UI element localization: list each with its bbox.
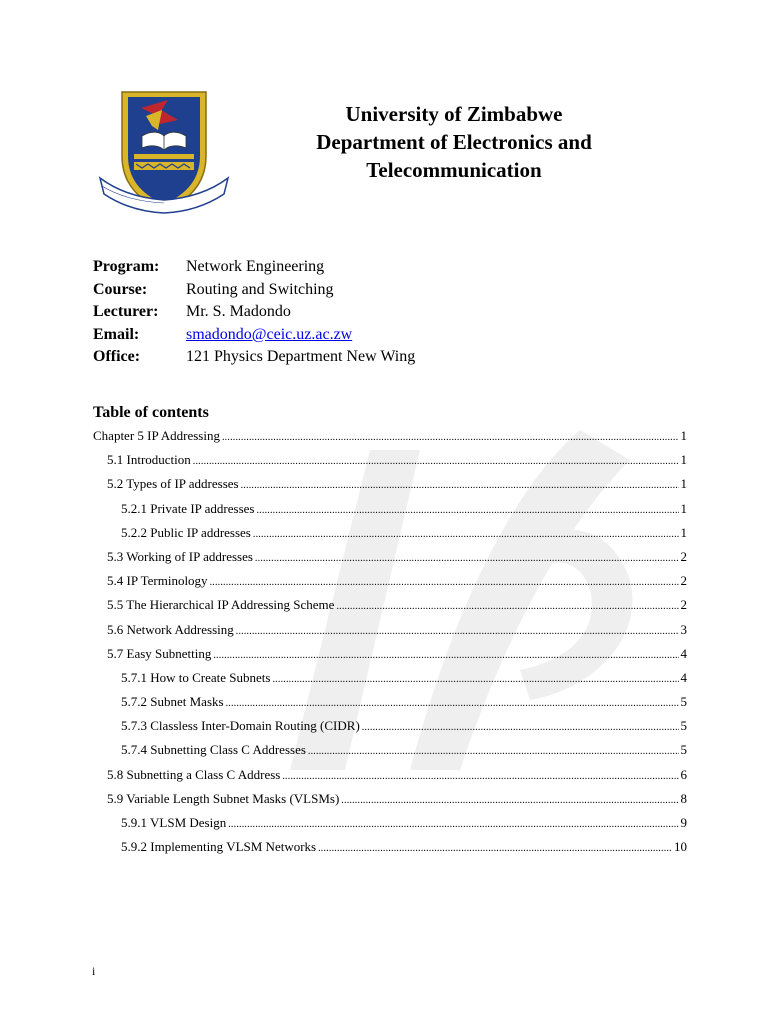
toc-dot-leader [253, 525, 679, 545]
toc-entry-text: 5.4 IP Terminology [107, 573, 208, 589]
toc-entry-page: 4 [680, 645, 687, 661]
toc-entry-text: 5.7.2 Subnet Masks [121, 694, 224, 710]
toc-entry[interactable] [93, 716, 687, 740]
toc-entry[interactable] [93, 692, 687, 716]
email-link[interactable]: smadondo@ceic.uz.ac.zw [186, 325, 353, 343]
lecturer-value: Mr. S. Madondo [186, 303, 291, 320]
toc-entry[interactable] [93, 547, 687, 571]
toc-entry-text: 5.1 Introduction [107, 452, 191, 468]
toc-entry[interactable] [93, 523, 687, 547]
toc-entry-text: 5.7.1 How to Create Subnets [121, 669, 271, 685]
toc-entry-text: 5.2.2 Public IP addresses [121, 524, 251, 540]
toc-entry[interactable] [93, 499, 687, 523]
toc-entry-page: 1 [680, 524, 687, 540]
toc-entry-page: 1 [680, 428, 687, 443]
course-value: Routing and Switching [186, 280, 334, 298]
toc-entry-page: 2 [680, 597, 687, 613]
toc-entry[interactable] [93, 620, 687, 644]
page-number: i [92, 964, 96, 978]
toc-dot-leader [255, 549, 679, 569]
toc-dot-leader [308, 742, 679, 762]
toc-entry-page: 1 [680, 500, 687, 516]
course-label: Course: [93, 280, 148, 298]
lecturer-label: Lecturer: [93, 303, 159, 320]
toc-entry-page: 8 [680, 790, 687, 806]
program-label: Program: [93, 258, 160, 275]
toc-dot-leader [336, 597, 678, 617]
toc-dot-leader [213, 646, 678, 666]
toc-entry-page: 5 [680, 694, 687, 710]
program-value: Network Engineering [186, 258, 325, 275]
toc-entry-page: 5 [680, 718, 687, 734]
toc-dot-leader [222, 428, 679, 448]
toc-entry-page: 1 [680, 476, 687, 492]
toc-entry-page: 4 [680, 669, 687, 685]
toc-dot-leader [282, 767, 678, 787]
toc-entry-page: 2 [680, 548, 687, 564]
toc-entry-text: 5.3 Working of IP addresses [107, 548, 253, 564]
office-value: 121 Physics Department New Wing [186, 348, 416, 365]
toc-entry-page: 3 [680, 621, 687, 637]
toc-entry[interactable] [93, 813, 687, 837]
toc-entry[interactable] [93, 668, 687, 692]
toc-entry[interactable] [93, 474, 687, 498]
toc-entry-page: 5 [680, 742, 687, 758]
toc-entry[interactable] [93, 426, 687, 450]
toc-dot-leader [341, 791, 678, 811]
toc-entry-page: 6 [680, 766, 687, 782]
department-name-line1: Department of Electronics and [316, 130, 592, 154]
toc-dot-leader [272, 670, 678, 690]
toc-entry[interactable] [93, 740, 687, 764]
toc-dot-leader [362, 718, 679, 738]
toc-entry-page: 9 [680, 815, 687, 830]
toc-dot-leader [241, 476, 679, 496]
toc-dot-leader [210, 573, 679, 593]
toc-entry-page: 2 [680, 573, 687, 589]
toc-dot-leader [236, 622, 679, 642]
toc-entry-text: 5.5 The Hierarchical IP Addressing Scheme [107, 597, 335, 613]
toc-entry-text: 5.2.1 Private IP addresses [121, 500, 255, 516]
toc-entry-text: 5.9 Variable Length Subnet Masks (VLSMs) [107, 790, 340, 806]
department-name-line2: Telecommunication [366, 158, 542, 182]
office-label: Office: [93, 348, 141, 365]
toc-title: Table of contents [93, 404, 209, 421]
toc-entry-text: 5.9.2 Implementing VLSM Networks [121, 839, 317, 855]
email-label: Email: [93, 325, 140, 343]
toc-entry[interactable] [93, 644, 687, 668]
toc-entry-text: Chapter 5 IP Addressing [93, 428, 220, 443]
toc-entry-text: 5.7.3 Classless Inter-Domain Routing (CIDR) [121, 718, 360, 734]
university-crest-logo [96, 86, 232, 220]
toc-entry[interactable] [93, 837, 687, 861]
toc-entry-text: 5.9.1 VLSM Design [121, 815, 227, 830]
toc-entry-page: 1 [680, 452, 687, 468]
toc-entry-text: 5.7 Easy Subnetting [107, 645, 212, 661]
toc-entry-text: 5.8 Subnetting a Class C Address [107, 766, 281, 782]
toc-dot-leader [318, 839, 672, 859]
toc-dot-leader [193, 452, 679, 472]
university-name: University of Zimbabwe [345, 102, 563, 126]
toc-dot-leader [228, 815, 678, 835]
toc-entry-text: 5.2 Types of IP addresses [107, 476, 239, 492]
table-of-contents [93, 426, 687, 861]
toc-entry[interactable] [93, 595, 687, 619]
toc-entry[interactable] [93, 450, 687, 474]
toc-entry[interactable] [93, 789, 687, 813]
toc-entry-text: 5.7.4 Subnetting Class C Addresses [121, 742, 306, 758]
toc-dot-leader [226, 694, 679, 714]
toc-dot-leader [256, 501, 678, 521]
toc-entry[interactable] [93, 765, 687, 789]
document-header [270, 100, 638, 184]
toc-entry-text: 5.6 Network Addressing [107, 621, 234, 637]
toc-entry[interactable] [93, 571, 687, 595]
toc-entry-page: 10 [674, 839, 687, 855]
